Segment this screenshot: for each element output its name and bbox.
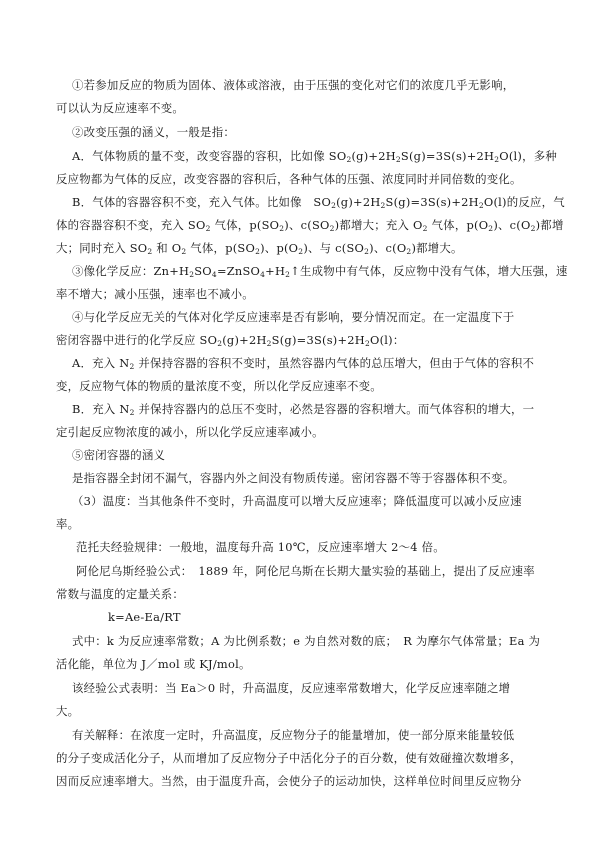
text-line: 是指容器全封闭不漏气，容器内外之间没有物质传递。密闭容器不等于容器体积不变。: [72, 471, 515, 485]
text-line: 因而反应速率增大。当然，由于温度升高，会使分子的运动加快，这样单位时间里反应物分: [56, 774, 522, 788]
text-line: 变，反应物气体的物质的量浓度不变，所以化学反应速率不变。: [56, 379, 382, 393]
text-line: ②改变压强的涵义，一般是指：: [72, 125, 235, 139]
text-line: B．气体的容器容积不变，充入气体。比如像 $SO_2(g)+2H_2S(g)=3S(s)+2H_2O(l)$的反应，气: [72, 195, 565, 210]
text-line: 范托夫经验规律：一般地，温度每升高 10℃，反应速率增大 2～4 倍。: [76, 540, 445, 554]
text-line: B．充入 $N_2$ 并保持容器内的总压不变时，必然是容器的容积增大。而气体容积的增大，一: [72, 402, 535, 417]
text-line: 密闭容器中进行的化学反应 $SO_2(g)+2H_2S(g)=3S(s)+2H_2O(l)$：: [56, 333, 405, 348]
text-line: A．充入 $N_2$ 并保持容器的容积不变时，虽然容器内气体的总压增大，但由于气体的容积不: [72, 356, 535, 371]
text-line: 阿伦尼乌斯经验公式： 1889 年，阿伦尼乌斯在长期大量实验的基础上，提出了反应速率: [76, 564, 535, 578]
text-line: （3）温度：当其他条件不变时，升高温度可以增大反应速率；降低温度可以减小反应速: [72, 494, 522, 508]
text-line: 活化能，单位为 J／mol 或 KJ/mol。: [56, 657, 251, 671]
text-line: 定引起反应物浓度的减小，所以化学反应速率减小。: [56, 425, 324, 439]
text-line: ⑤密闭容器的涵义: [72, 448, 166, 462]
text-line: 大；同时充入 $SO_2$ 和 $O_2$ 气体，$p(SO_2)$、$p(O_2)$、与 $c(SO_2)$、$c(O_2)$都增大。: [56, 241, 463, 256]
text-line: 式中：k 为反应速率常数；A 为比例系数；e 为自然对数的底； R 为摩尔气体常量；Ea 为: [72, 634, 541, 648]
text-line: 可以认为反应速率不变。: [56, 101, 185, 115]
text-line: 常数与温度的定量关系：: [56, 587, 185, 601]
text-line: A．气体物质的量不变，改变容器的容积，比如像 $SO_2(g)+2H_2S(g)=3S(s)+2H_2O(l)$，多种: [72, 149, 558, 164]
text-line: 率不增大；减小压强，速率也不减小。: [56, 287, 254, 301]
text-line: ①若参加反应的物质为固体、液体或溶液，由于压强的变化对它们的浓度几乎无影响，: [72, 78, 515, 92]
formula-line: k=Ae-Ea/RT: [108, 610, 181, 624]
text-line: 有关解释：在浓度一定时，升高温度，反应物分子的能量增加，使一部分原来能量较低: [72, 728, 515, 742]
text-line: 体的容器容积不变，充入 $SO_2$ 气体，$p(SO_2)$、$c(SO_2)$都增大；充入 $O_2$ 气体，$p(O_2)$、$c(O_2)$都增: [56, 218, 564, 233]
text-line: 大。: [56, 704, 80, 718]
text-line: ④与化学反应无关的气体对化学反应速率是否有影响，要分情况而定。在一定温度下于: [72, 310, 515, 324]
text-line: 的分子变成活化分子，从而增加了反应物分子中活化分子的百分数，使有效碰撞次数增多，: [56, 751, 522, 765]
text-line: 率。: [56, 517, 80, 531]
text-line: 反应物都为气体的反应，改变容器的容积后，各种气体的压强、浓度同时并同倍数的变化。: [56, 172, 522, 186]
text-line: ③像化学反应：$Zn+H_2SO_4=ZnSO_4+H_2↑$生成物中有气体，反应物中没有气体，增大压强，速: [72, 264, 568, 279]
text-line: 该经验公式表明：当 Ea＞0 时，升高温度，反应速率常数增大，化学反应速率随之增: [72, 681, 511, 695]
